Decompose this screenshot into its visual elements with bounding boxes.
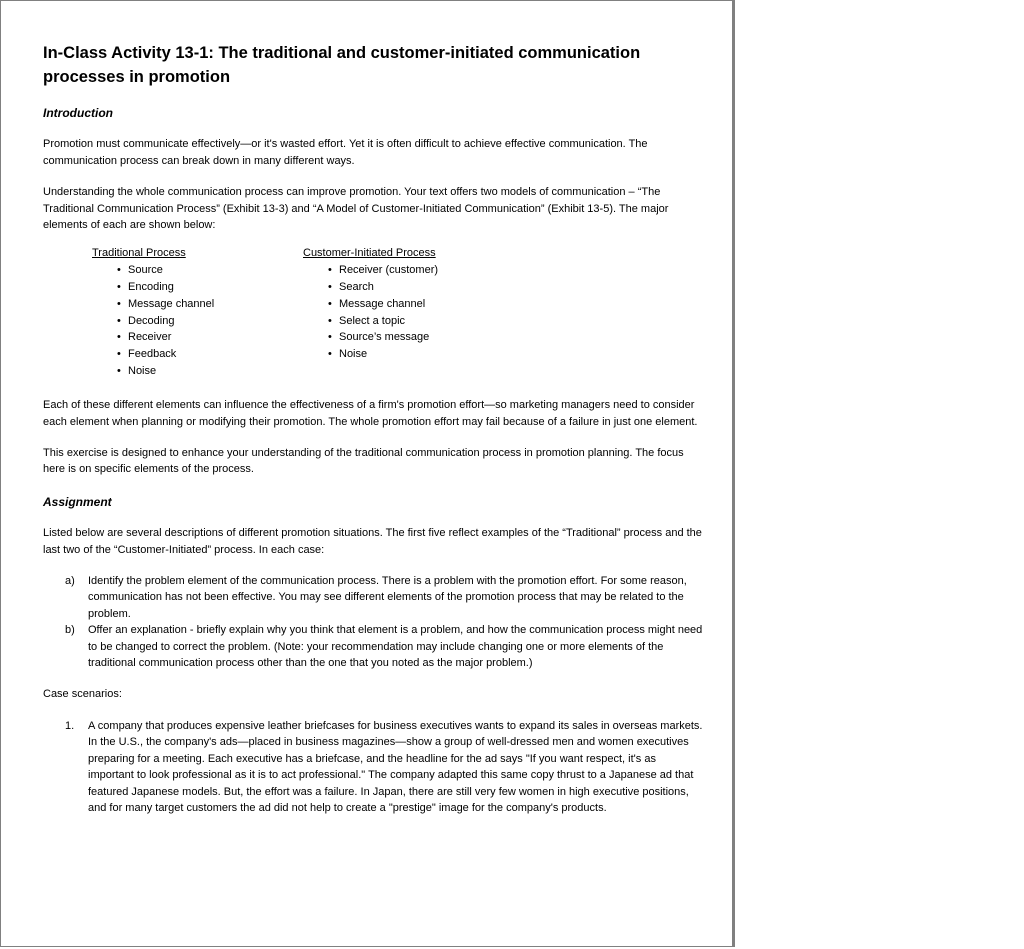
list-item: • Message channel	[328, 296, 514, 313]
task-text: Offer an explanation - briefly explain why you think that element is a problem, and how the communication process might need to be changed to correct the problem. (Note: your recommendation may include changing one or more elements of the traditional communication process other than the one that you noted as the major problem.)	[88, 624, 703, 670]
customer-initiated-process-list	[303, 262, 514, 363]
customer-initiated-process-title: Customer-Initiated Process	[303, 247, 436, 260]
list-item: • Decoding	[117, 313, 303, 330]
list-item: • Source’s message	[328, 329, 514, 346]
case-text: A company that produces expensive leather briefcases for business executives wants to expand its sales in overseas markets. In the U.S., the company's ads—placed in business magazines—show a group of well-dressed men and women executives preparing for a meeting. Each executive has a briefcase, and the headline for the ad says "If you want respect, it's as important to look professional as it is to act professional." The company adapted this same copy thrust to a Japanese ad that featured Japanese models. But, the effort was a failure. In Japan, there are still very few women in high executive positions, and for many target customers the ad did not help to create a "prestige" image for the company's products.	[88, 719, 703, 814]
introduction-heading: Introduction	[43, 106, 113, 120]
page-title: In-Class Activity 13-1: The traditional and customer-initiated communication processes in promotion	[43, 44, 641, 86]
case-scenarios-heading: Case scenarios:	[43, 688, 122, 701]
list-item: • Noise	[328, 346, 514, 363]
assignment-heading: Assignment	[43, 494, 112, 509]
list-item: • Receiver (customer)	[328, 262, 514, 279]
document-content	[43, 42, 703, 816]
list-marker: b)	[65, 624, 75, 637]
list-marker: 1.	[65, 719, 75, 732]
list-marker: a)	[65, 575, 75, 588]
exercise-paragraph: This exercise is designed to enhance your understanding of the traditional communication process in promotion planning. The focus here is on specific elements of the process.	[43, 447, 684, 476]
list-item: • Message channel	[117, 296, 303, 313]
assignment-paragraph: Listed below are several descriptions of different promotion situations. The first five reflect examples of the “Traditional” process and the last two of the “Customer-Initiated” process. In each case:	[43, 527, 702, 556]
case-scenario-list	[43, 718, 703, 816]
list-item: • Search	[328, 279, 514, 296]
task-text: Identify the problem element of the communication process. There is a problem with the promotion effort. For some reason, communication has not been effective. You may see different elements of the promotion process that may be related to the problem.	[88, 575, 687, 620]
process-lists	[43, 245, 703, 380]
customer-initiated-process-column	[303, 245, 514, 380]
list-item: • Select a topic	[328, 313, 514, 330]
assignment-task-list	[43, 573, 703, 671]
intro-paragraph-1: Promotion must communicate effectively—or it's wasted effort. Yet it is often difficult to achieve effective communication. The communication process can break down in many different ways.	[43, 138, 648, 167]
list-item	[43, 573, 703, 622]
list-item: • Feedback	[117, 346, 303, 363]
intro-paragraph-2: Understanding the whole communication process can improve promotion. Your text offers two models of communication – “The Traditional Communication Process” (Exhibit 13-3) and “A Model of Customer-Initiated Communication” (Exhibit 13-5). The major elements of each are shown below:	[43, 186, 669, 232]
list-item: • Receiver	[117, 329, 303, 346]
traditional-process-title: Traditional Process	[92, 247, 186, 260]
list-item: • Encoding	[117, 279, 303, 296]
list-item: • Noise	[117, 363, 303, 380]
list-item	[43, 718, 703, 816]
traditional-process-list	[92, 262, 303, 380]
list-item: • Source	[117, 262, 303, 279]
traditional-process-column	[92, 245, 303, 380]
list-item	[43, 622, 703, 671]
elements-paragraph: Each of these different elements can influence the effectiveness of a firm's promotion effort—so marketing managers need to consider each element when planning or modifying their promotion. The whole promotion effort may fail because of a failure in just one element.	[43, 399, 698, 428]
